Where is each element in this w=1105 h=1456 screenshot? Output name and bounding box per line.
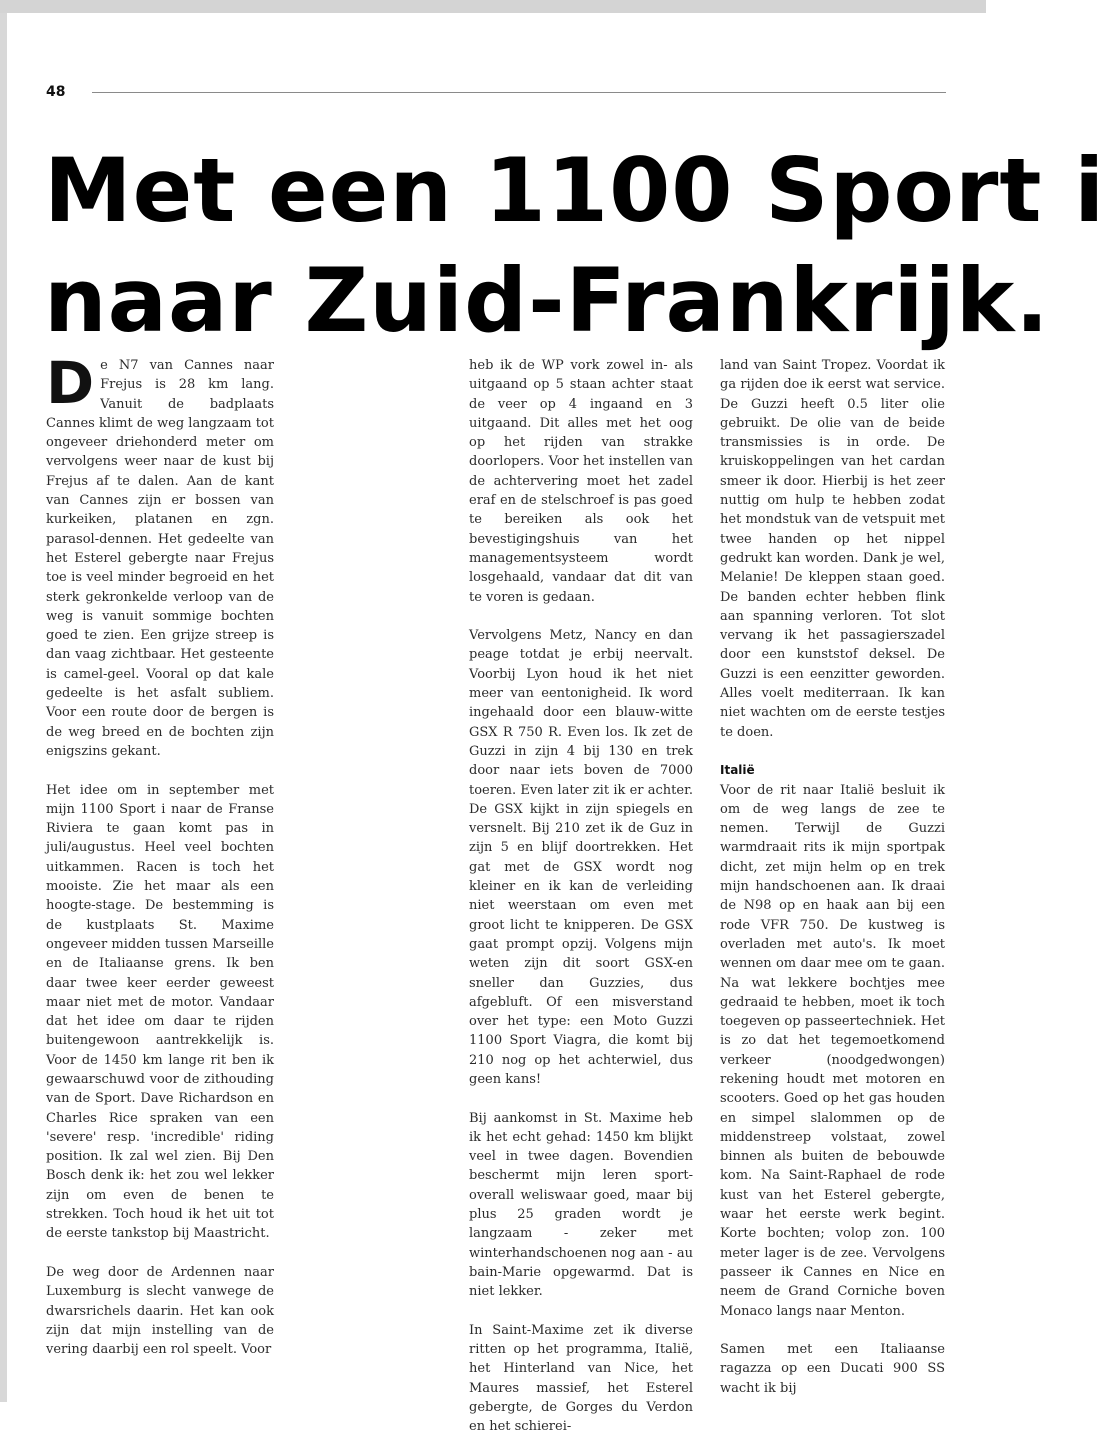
article-column-3 xyxy=(720,356,945,1417)
headline-line-2: naar Zuid-Frankrijk. xyxy=(44,249,1050,352)
article-column-1 xyxy=(46,349,274,1379)
paragraph: In Saint-Maxime zet ik diverse ritten op het programma, Italië, het Hinterland van Nice, het Maures massief, het Esterel gebergte, de Gorges du Verdon en het schierei- xyxy=(469,1322,693,1435)
headline-line-1: Met een 1100 Sport i xyxy=(44,139,1105,242)
paragraph: De weg door de Ardennen naar Luxemburg is slecht vanwege de dwarsrichels daarin. Het kan ook zijn dat mijn instelling van de vering daarbij een rol speelt. Voor xyxy=(46,1264,274,1358)
header-rule xyxy=(92,92,946,93)
paragraph: Voor de rit naar Italië besluit ik om de weg langs de zee te nemen. Terwijl de Guzzi warmdraait rits ik mijn sportpak dicht, zet mijn helm op en trek mijn handschoenen aan. Ik draai de N98 op en haak aan bij een rode VFR 750. De kustweg is overladen met auto's. Ik moet wennen om daar mee om te gaan. Na wat lekkere bochtjes mee gedraaid te hebben, moet ik toch toegeven op passeertechniek. Het is zo dat het tegemoetkomend verkeer (noodgedwongen) rekening houdt met motoren en scooters. Goed op het gas houden en simpel slalommen op de middenstreep volstaat, zowel binnen als buiten de bebouwde kom. Na Saint-Raphael de rode kust van het Esterel gebergte, waar het eerste werk begint. Korte bochten; volop zon. 100 meter lager is de zee. Vervolgens passeer ik Cannes en Nice en neem de Grand Corniche boven Monaco langs naar Menton. xyxy=(720,782,945,1319)
scan-top-edge xyxy=(0,0,986,13)
paragraph: Samen met een Italiaanse ragazza op een Ducati 900 SS wacht ik bij xyxy=(720,1342,945,1396)
section-subhead: Italië xyxy=(720,763,755,778)
paragraph: heb ik de WP vork zowel in- als uitgaand op 5 staan achter staat de veer op 4 ingaand en 3 uitgaand. Dit alles met het oog op het rijden van strakke doorlopers. Voor het instellen van de achtervering moet het zadel eraf en de stelschroef is pas goed te bereiken als ook het bevestigingshuis van het managementsysteem wordt losgehaald, vandaar dat dit van te voren is gedaan. xyxy=(469,358,693,605)
paragraph: Het idee om in september met mijn 1100 Sport i naar de Franse Riviera te gaan komt pas in juli/augustus. Heel veel bochten uitkammen. Racen is toch het mooiste. Zie het maar als een hoogte-stage. De bestemming is de kustplaats St. Maxime ongeveer midden tussen Marseille en de Italiaanse grens. Ik ben daar twee keer eerder geweest maar niet met de motor. Vandaar dat het idee om daar te rijden buitengewoon aantrekkelijk is. Voor de 1450 km lange rit ben ik gewaarschuwd voor de zithouding van de Sport. Dave Richardson en Charles Rice spraken van een 'severe' resp. 'incredible' riding position. Ik zal wel zien. Bij Den Bosch denk ik: het zou wel lekker zijn om even de benen te strekken. Toch houd ik het uit tot de eerste tankstop bij Maastricht. xyxy=(46,782,274,1242)
paragraph: Bij aankomst in St. Maxime heb ik het echt gehad: 1450 km blijkt veel in twee dagen. Bovendien beschermt mijn leren sport-overall weliswaar goed, maar bij plus 25 graden wordt je langzaam - zeker met winterhandschoenen nog aan - au bain-Marie opgewarmd. Dat is niet lekker. xyxy=(469,1110,693,1300)
page-number: 48 xyxy=(46,84,66,100)
drop-cap: D xyxy=(46,349,95,417)
paragraph-intro-text: e N7 van Cannes naar Frejus is 28 km lang. Vanuit de badplaats Cannes klimt de weg langzaam tot ongeveer driehonderd meter om vervolgens weer naar de kust bij Frejus af te dalen. Aan de kant van Cannes zijn er bossen van kurkeiken, platanen en zgn. parasol-dennen. Het gedeelte van het Esterel gebergte naar Frejus toe is veel minder begroeid en het sterk gekronkelde verloop van de weg is vanuit sommige bochten goed te zien. Een grijze streep is dan vaag zichtbaar. Het gesteente is camel-geel. Vooral op dat kale gedeelte is het asfalt subliem. Voor een route door de bergen is de weg breed en de bochten zijn enigszins gekant. xyxy=(46,358,274,759)
article-headline xyxy=(44,136,1105,356)
paragraph: Vervolgens Metz, Nancy en dan peage totdat je erbij neervalt. Voorbij Lyon houd ik het niet meer van eentonigheid. Ik word ingehaald door een blauw-witte GSX R 750 R. Even los. Ik zet de Guzzi in zijn 4 bij 130 en trek door naar iets boven de 7000 toeren. Even later zit ik er achter. De GSX kijkt in zijn spiegels en versnelt. Bij 210 zet ik de Guz in zijn 5 en blijf doortrekken. Het gat met de GSX wordt nog kleiner en ik kan de verleiding niet weerstaan om even met groot licht te knipperen. De GSX gaat prompt opzij. Volgens mijn weten zijn dit soort GSX-en sneller dan Guzzies, dus afgebluft. Of een misverstand over het type: een Moto Guzzi 1100 Sport Viagra, die komt bij 210 nog op het achterwiel, dus geen kans! xyxy=(469,628,693,1087)
paragraph-intro xyxy=(46,349,274,761)
scan-left-edge xyxy=(0,13,7,1402)
paragraph: land van Saint Tropez. Voordat ik ga rijden doe ik eerst wat service. De Guzzi heeft 0.5 liter olie gebruikt. De olie van de beide transmissies is in orde. De kruiskoppelingen van het cardan smeer ik door. Hierbij is het zeer nuttig om hulp te hebben zodat het mondstuk van de vetspuit met twee handen op het nippel gedrukt kan worden. Dank je wel, Melanie! De kleppen staan goed. De banden echter hebben flink aan spanning verloren. Tot slot vervang ik het passagierszadel door een kunststof deksel. De Guzzi is een eenzitter geworden. Alles voelt mediterraan. Ik kan niet wachten om de eerste testjes te doen. xyxy=(720,358,945,740)
article-column-2 xyxy=(469,356,693,1456)
